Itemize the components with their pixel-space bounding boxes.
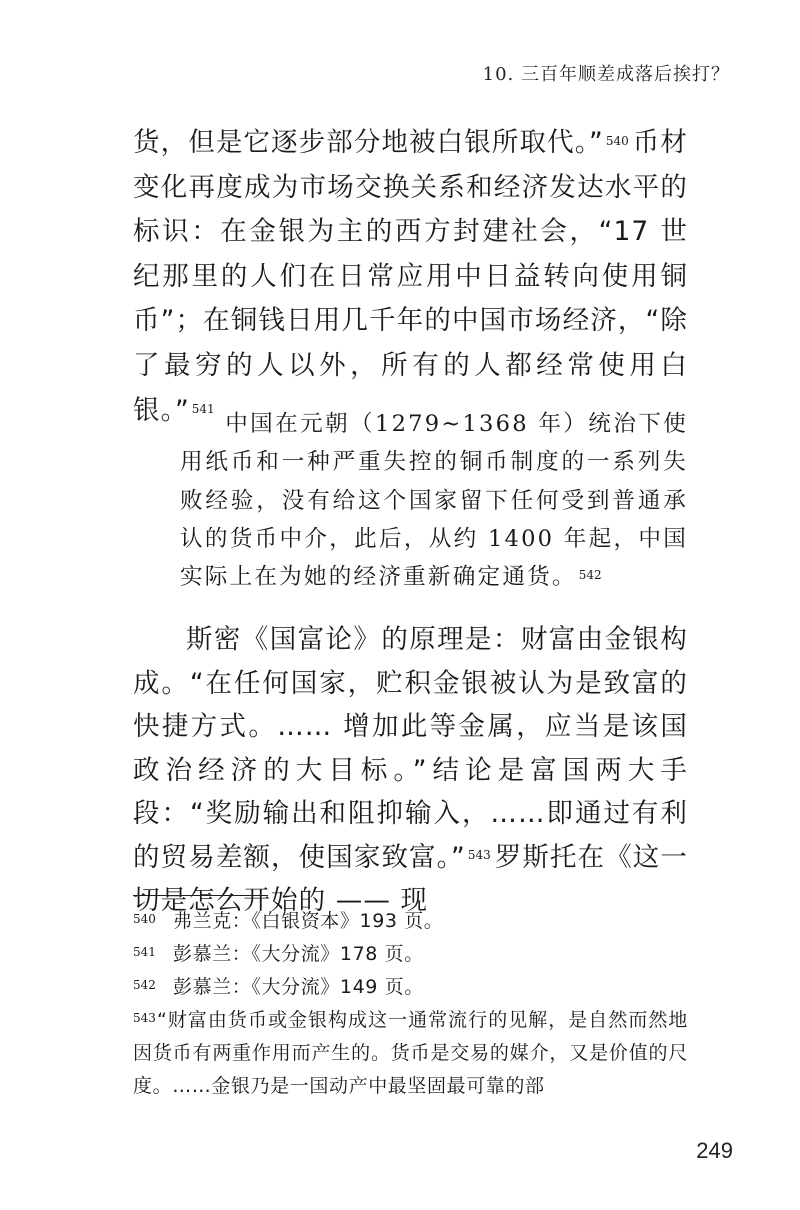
body-text-segment: 币材变化再度成为市场交换关系和经济发达水平的标识：在金银为主的西方封建社会，“17 世纪那里的人们在日常应用中日益转向使用铜币”；在铜钱日用几千年的中国市场经济，“除了最穷的人以外，所有的人都经常使用白银。” <box>133 127 689 426</box>
footnote-number: 540 <box>133 912 156 926</box>
footnote-ref-540[interactable]: 540 <box>605 134 629 148</box>
body-paragraph-1 <box>133 121 688 433</box>
body-text-segment: 斯密《国富论》的原理是：财富由金银构成。“在任何国家，贮积金银被认为是致富的快捷方式。…… 增加此等金属，应当是该国政治经济的大目标。”结论是富国两大手段：“奖励输出和阻抑输入，……即通过有利的贸易差额，使国家致富。” <box>133 624 688 873</box>
footnote-divider <box>133 895 268 896</box>
footnote-542 <box>133 971 688 1004</box>
body-paragraph-2 <box>133 618 688 923</box>
footnote-543 <box>133 1004 688 1103</box>
footnote-text: 彭慕兰：《大分流》149 页。 <box>173 976 424 998</box>
footnote-text: “财富由货币或金银构成这一通常流行的见解，是自然而然地因货币有两重作用而产生的。货币是交易的媒介，又是价值的尺度。……金银乃是一国动产中最坚固最可靠的部 <box>133 1009 688 1097</box>
footnote-540 <box>133 905 688 938</box>
body-text-segment: 货，但是它逐步部分地被白银所取代。” <box>133 127 604 158</box>
running-header: 10. 三百年顺差成落后挨打？ <box>482 64 730 85</box>
footnote-ref-542[interactable]: 542 <box>578 568 602 583</box>
footnote-541 <box>133 938 688 971</box>
footnote-text: 弗兰克：《白银资本》193 页。 <box>173 910 444 932</box>
footnote-ref-543[interactable]: 543 <box>467 847 491 862</box>
page-number: 249 <box>696 1138 733 1163</box>
footnote-text: 彭慕兰：《大分流》178 页。 <box>173 943 424 965</box>
footnote-number: 541 <box>133 945 156 959</box>
footnote-number: 542 <box>133 978 156 992</box>
footnotes <box>133 905 688 1103</box>
body-text-segment: 罗斯托在《这一切是怎么开始的 —— 现 <box>133 841 689 916</box>
block-quote <box>180 405 688 596</box>
quote-text: 中国在元朝（1279~1368 年）统治下使用纸币和一种严重失控的铜币制度的一系列失败经验，没有给这个国家留下任何受到普通承认的货币中介，此后，从约 1400 年起，中国实际上在为她的经济重新确定通货。 <box>180 411 688 591</box>
footnote-ref-541[interactable]: 541 <box>191 401 215 416</box>
footnote-number: 543 <box>133 1011 156 1025</box>
